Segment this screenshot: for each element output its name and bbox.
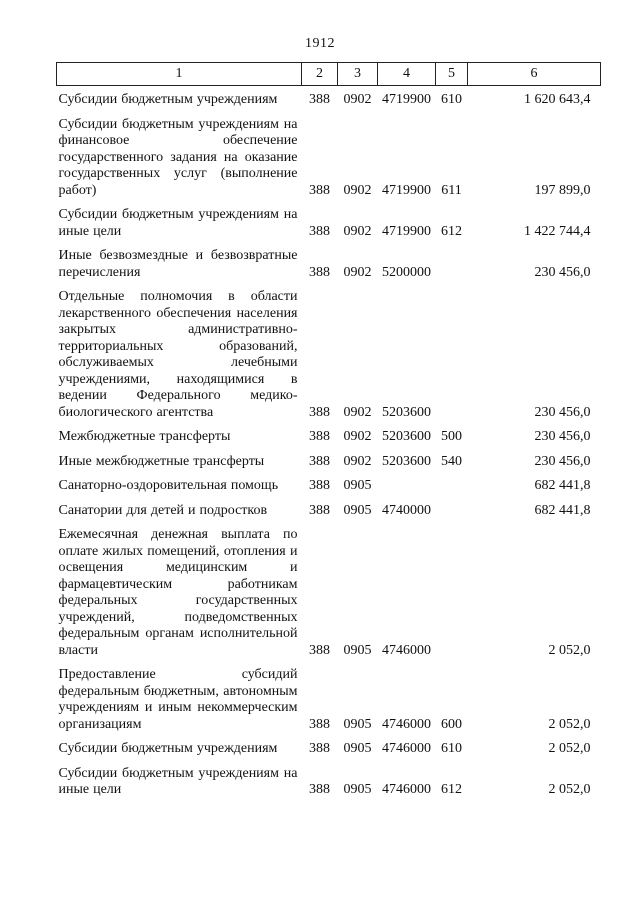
section-code: 0902: [343, 264, 372, 280]
expense-type-code: 610: [441, 741, 462, 756]
amount: 230 456,0: [534, 404, 591, 420]
ministry-code: 388: [309, 182, 330, 198]
table-row: [57, 760, 601, 801]
expense-type-code: 540: [441, 453, 462, 469]
target-item-code: 4746000: [382, 716, 431, 732]
table-row: [57, 521, 601, 661]
ministry-code: 388: [309, 429, 330, 444]
section-code: 0905: [343, 782, 372, 797]
amount: 2 052,0: [548, 716, 591, 732]
amount: 1 422 744,4: [524, 223, 591, 239]
ministry-code: 388: [309, 716, 330, 732]
expense-type-code: 500: [441, 429, 462, 444]
target-item-code: 4719900: [382, 182, 431, 198]
table-row: [57, 497, 601, 522]
item-name: Иные безвозмездные и безвозвратные перечисления: [58, 248, 298, 280]
expense-type-code: 611: [441, 182, 462, 198]
item-name: Иные межбюджетные трансферты: [58, 453, 265, 469]
header-col-3: 3: [338, 63, 378, 86]
table-row: [57, 242, 601, 283]
section-code: 0902: [343, 404, 372, 420]
target-item-code: 5203600: [382, 453, 431, 469]
expense-type-code: 600: [441, 716, 462, 732]
table-row: [57, 86, 601, 111]
amount: 2 052,0: [548, 782, 591, 797]
target-item-code: 5200000: [382, 264, 431, 280]
section-code: 0905: [343, 478, 372, 493]
table-row: [57, 661, 601, 735]
item-name: Субсидии бюджетным учреждениям на финансовое обеспечение государственного задания на оказание государственных услуг (выполнение работ): [58, 116, 298, 198]
amount: 1 620 643,4: [524, 92, 591, 107]
section-code: 0905: [343, 502, 372, 518]
target-item-code: 4740000: [382, 502, 431, 518]
amount: 2 052,0: [548, 642, 591, 658]
table-row: [57, 201, 601, 242]
target-item-code: 5203600: [382, 404, 431, 420]
target-item-code: [378, 472, 436, 497]
expense-type-code: [436, 497, 468, 522]
target-item-code: 4746000: [382, 782, 431, 797]
section-code: 0902: [343, 92, 372, 107]
table-body: [57, 86, 601, 801]
table-row: [57, 111, 601, 202]
ministry-code: 388: [309, 223, 330, 239]
section-code: 0905: [343, 642, 372, 658]
table-row: [57, 283, 601, 423]
item-name: Ежемесячная денежная выплата по оплате жилых помещений, отопления и освещения медицинским и фармацевтическим работникам федеральных государственных учреждений, подведомственных федеральным органам исполнительной власти: [58, 527, 298, 658]
amount: 230 456,0: [534, 264, 591, 280]
item-name: Предоставление субсидий федеральным бюджетным, автономным учреждениям и иным некоммерческим организациям: [58, 667, 298, 732]
amount: 230 456,0: [534, 453, 591, 469]
budget-table: [56, 62, 601, 801]
item-name: Субсидии бюджетным учреждениям: [58, 741, 278, 756]
item-name: Субсидии бюджетным учреждениям на иные цели: [58, 207, 298, 239]
target-item-code: 5203600: [382, 429, 431, 444]
table-row: [57, 448, 601, 473]
ministry-code: 388: [309, 642, 330, 658]
amount: 682 441,8: [534, 502, 591, 518]
target-item-code: 4746000: [382, 642, 431, 658]
target-item-code: 4719900: [382, 223, 431, 239]
ministry-code: 388: [309, 782, 330, 797]
section-code: 0902: [343, 182, 372, 198]
item-name: Межбюджетные трансферты: [58, 429, 231, 444]
expense-type-code: [436, 242, 468, 283]
page-number: 1912: [305, 36, 335, 51]
section-code: 0905: [343, 741, 372, 756]
expense-type-code: [436, 521, 468, 661]
expense-type-code: 610: [441, 92, 462, 107]
amount: 2 052,0: [548, 741, 591, 756]
header-col-6: 6: [468, 63, 601, 86]
ministry-code: 388: [309, 453, 330, 469]
target-item-code: 4719900: [382, 92, 431, 107]
header-col-4: 4: [378, 63, 436, 86]
item-name: Субсидии бюджетным учреждениям: [58, 92, 278, 107]
amount: 197 899,0: [534, 182, 591, 198]
item-name: Субсидии бюджетным учреждениям на иные цели: [58, 765, 298, 797]
table-row: [57, 472, 601, 497]
expense-type-code: 612: [441, 223, 462, 239]
header-col-2: 2: [302, 63, 338, 86]
amount: 230 456,0: [534, 429, 591, 444]
ministry-code: 388: [309, 92, 330, 107]
header-col-1: 1: [57, 63, 302, 86]
amount: 682 441,8: [534, 478, 591, 493]
header-col-5: 5: [436, 63, 468, 86]
section-code: 0902: [343, 429, 372, 444]
ministry-code: 388: [309, 264, 330, 280]
table-row: [57, 423, 601, 448]
table-row: [57, 735, 601, 760]
ministry-code: 388: [309, 478, 330, 493]
target-item-code: 4746000: [382, 741, 431, 756]
expense-type-code: [436, 472, 468, 497]
section-code: 0902: [343, 223, 372, 239]
expense-type-code: [436, 283, 468, 423]
item-name: Отдельные полномочия в области лекарственного обеспечения населения закрытых административно-территориальных образований, обслуживаемых лечебными учреждениями, находящимися в ведении Федерального медико-биологического агентства: [58, 289, 298, 420]
ministry-code: 388: [309, 404, 330, 420]
item-name: Санатории для детей и подростков: [58, 502, 268, 518]
ministry-code: 388: [309, 502, 330, 518]
ministry-code: 388: [309, 741, 330, 756]
item-name: Санаторно-оздоровительная помощь: [58, 478, 279, 493]
table-header-row: [57, 63, 601, 86]
section-code: 0905: [343, 716, 372, 732]
expense-type-code: 612: [441, 782, 462, 797]
section-code: 0902: [343, 453, 372, 469]
